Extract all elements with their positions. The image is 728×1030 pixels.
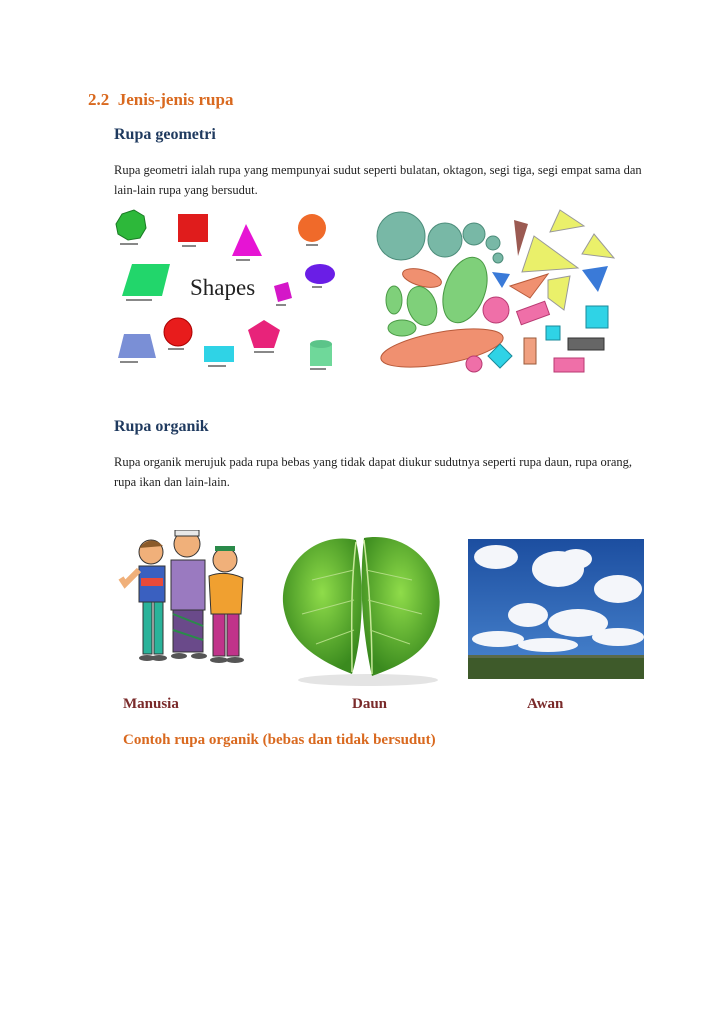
organic-example-caption: Contoh rupa organik (bebas dan tidak bersudut): [123, 732, 436, 748]
organic-paragraph: Rupa organik merujuk pada rupa bebas yang tidak dapat diukur sudutnya seperti rupa daun, rupa orang, rupa ikan dan lain-lain.: [114, 455, 633, 489]
shapes-word: Shapes: [190, 275, 256, 300]
caption-awan: Awan: [527, 696, 564, 712]
section-title: Jenis-jenis rupa: [117, 90, 234, 109]
geometric-paragraph: Rupa geometri ialah rupa yang mempunyai sudut seperti bulatan, oktagon, segi tiga, segi empat sama dan lain-lain rupa yang bersudut.: [114, 163, 642, 197]
organic-heading: Rupa organik: [114, 418, 209, 435]
caption-daun: Daun: [352, 696, 388, 712]
caption-manusia: Manusia: [123, 696, 179, 712]
colorful-shapes-illustration: [372, 206, 622, 376]
section-heading: [88, 90, 233, 110]
geometric-heading: Rupa geometri: [114, 126, 216, 143]
section-number: 2.2: [88, 90, 110, 109]
leaf-illustration: [272, 530, 450, 688]
cloud-photo: [468, 539, 644, 679]
shapes-illustration: [112, 206, 348, 374]
people-illustration: [117, 530, 267, 670]
